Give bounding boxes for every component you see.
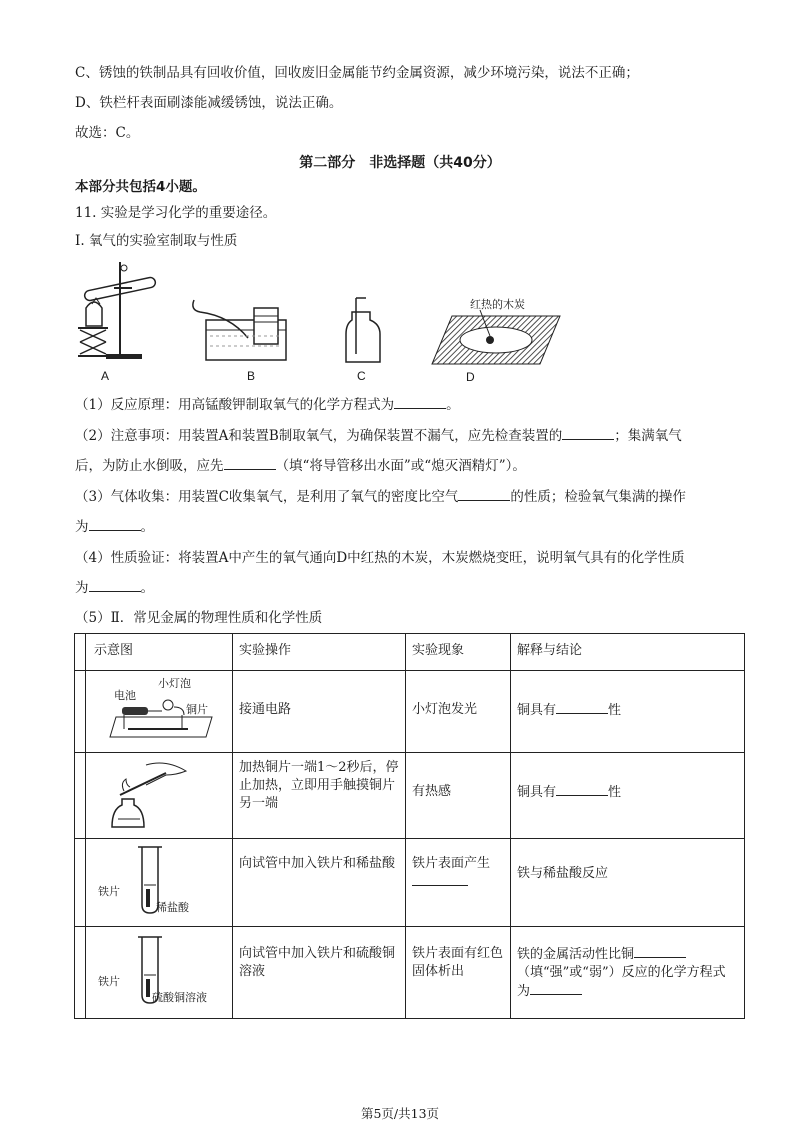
header-diagram: 示意图 xyxy=(86,634,233,671)
row3-operation: 向试管中加入铁片和稀盐酸 xyxy=(233,839,406,927)
header-conclusion: 解释与结论 xyxy=(511,634,745,671)
row1-conclusion: 铜具有 性 xyxy=(511,671,745,753)
row2-conclusion: 铜具有 性 xyxy=(511,753,745,839)
answer-blank[interactable] xyxy=(89,579,141,592)
apparatus-d-label: D xyxy=(466,370,475,384)
row2-phenomenon: 有热感 xyxy=(406,753,511,839)
table-header-row xyxy=(75,634,745,671)
answer-blank[interactable] xyxy=(556,701,608,714)
charcoal-caption: 红热的木炭 xyxy=(470,299,525,311)
apparatus-c-icon xyxy=(344,298,384,368)
answer-blank[interactable] xyxy=(224,457,276,470)
answer-blank[interactable] xyxy=(562,427,614,440)
question-3: （3）气体收集：用装置C收集氧气，是利用了氧气的密度比空气 的性质；检验氧气集满的操作 xyxy=(75,489,686,505)
table-row xyxy=(75,839,745,927)
table-row xyxy=(75,753,745,839)
answer-blank[interactable] xyxy=(556,783,608,796)
hcl-label: 稀盐酸 xyxy=(156,902,189,914)
copper-sheet-label: 铜片 xyxy=(186,704,208,716)
page-footer: 第5页/共13页 xyxy=(360,1106,440,1121)
iron-sheet-label: 铁片 xyxy=(98,976,120,988)
question-3-cont: 为 。 xyxy=(75,519,154,535)
option-d-line: D、铁栏杆表面刷漆能减缓锈蚀，说法正确。 xyxy=(75,95,343,111)
answer-blank[interactable] xyxy=(458,488,510,501)
header-phenomenon: 实验现象 xyxy=(406,634,511,671)
question-2-cont: 后，为防止水倒吸，应先 （填“将导管移出水面”或“熄灭酒精灯”）。 xyxy=(75,458,526,474)
option-c-line: C、锈蚀的铁制品具有回收价值，回收废旧金属能节约金属资源，减少环境污染，说法不正确； xyxy=(75,65,639,81)
table-row xyxy=(75,671,745,753)
header-operation: 实验操作 xyxy=(233,634,406,671)
part-1-title: I. 氧气的实验室制取与性质 xyxy=(75,233,238,249)
apparatus-b-label: B xyxy=(247,369,256,383)
answer-blank[interactable] xyxy=(634,945,686,958)
iron-sheet-label: 铁片 xyxy=(98,886,120,898)
row1-phenomenon: 小灯泡发光 xyxy=(406,671,511,753)
answer-blank[interactable] xyxy=(530,982,582,995)
apparatus-d-icon xyxy=(432,312,562,368)
row4-operation: 向试管中加入铁片和硫酸铜溶液 xyxy=(233,927,406,1019)
question-4: （4）性质验证：将装置A中产生的氧气通向D中红热的木炭，木炭燃烧变旺，说明氧气具有的化学性质 xyxy=(75,550,685,566)
apparatus-c-label: C xyxy=(357,369,366,383)
section-title: 第二部分 非选择题（共40分） xyxy=(299,155,501,171)
cuso4-label: 硫酸铜溶液 xyxy=(152,992,207,1004)
answer-line: 故选：C。 xyxy=(75,125,140,141)
alcohol-lamp-icon xyxy=(106,757,206,831)
iron-hcl-diagram xyxy=(86,839,233,927)
apparatus-a-label: A xyxy=(101,369,110,383)
answer-blank[interactable] xyxy=(394,396,446,409)
bulb-label: 小灯泡 xyxy=(158,678,191,690)
battery-label: 电池 xyxy=(114,690,136,702)
circuit-diagram xyxy=(86,671,233,753)
row3-phenomenon: 铁片表面产生 xyxy=(406,839,511,927)
section-note: 本部分共包括4小题。 xyxy=(75,179,206,195)
table-row xyxy=(75,927,745,1019)
question-1: （1）反应原理：用高锰酸钾制取氧气的化学方程式为 。 xyxy=(75,397,460,413)
iron-cuso4-diagram xyxy=(86,927,233,1019)
question-2: （2）注意事项：用装置A和装置B制取氧气，为确保装置不漏气，应先检查装置的 ；集满氧气 xyxy=(75,428,682,444)
row1-operation: 接通电路 xyxy=(233,671,406,753)
experiment-table xyxy=(74,633,745,1019)
row4-conclusion: 铁的金属活动性比铜（填“强”或“弱”）反应的化学方程式为 xyxy=(511,927,745,1019)
apparatus-b-icon xyxy=(190,296,290,366)
answer-blank[interactable] xyxy=(412,873,468,886)
row4-phenomenon: 铁片表面有红色固体析出 xyxy=(406,927,511,1019)
question-5: （5）Ⅱ．常见金属的物理性质和化学性质 xyxy=(75,610,323,626)
heating-diagram xyxy=(86,753,233,839)
question-4-cont: 为 。 xyxy=(75,580,154,596)
apparatus-a-icon xyxy=(72,258,167,366)
row2-operation: 加热铜片一端1～2秒后，停止加热，立即用手触摸铜片另一端 xyxy=(233,753,406,839)
row3-conclusion: 铁与稀盐酸反应 xyxy=(511,839,745,927)
answer-blank[interactable] xyxy=(89,518,141,531)
question-11: 11. 实验是学习化学的重要途径。 xyxy=(75,205,277,221)
